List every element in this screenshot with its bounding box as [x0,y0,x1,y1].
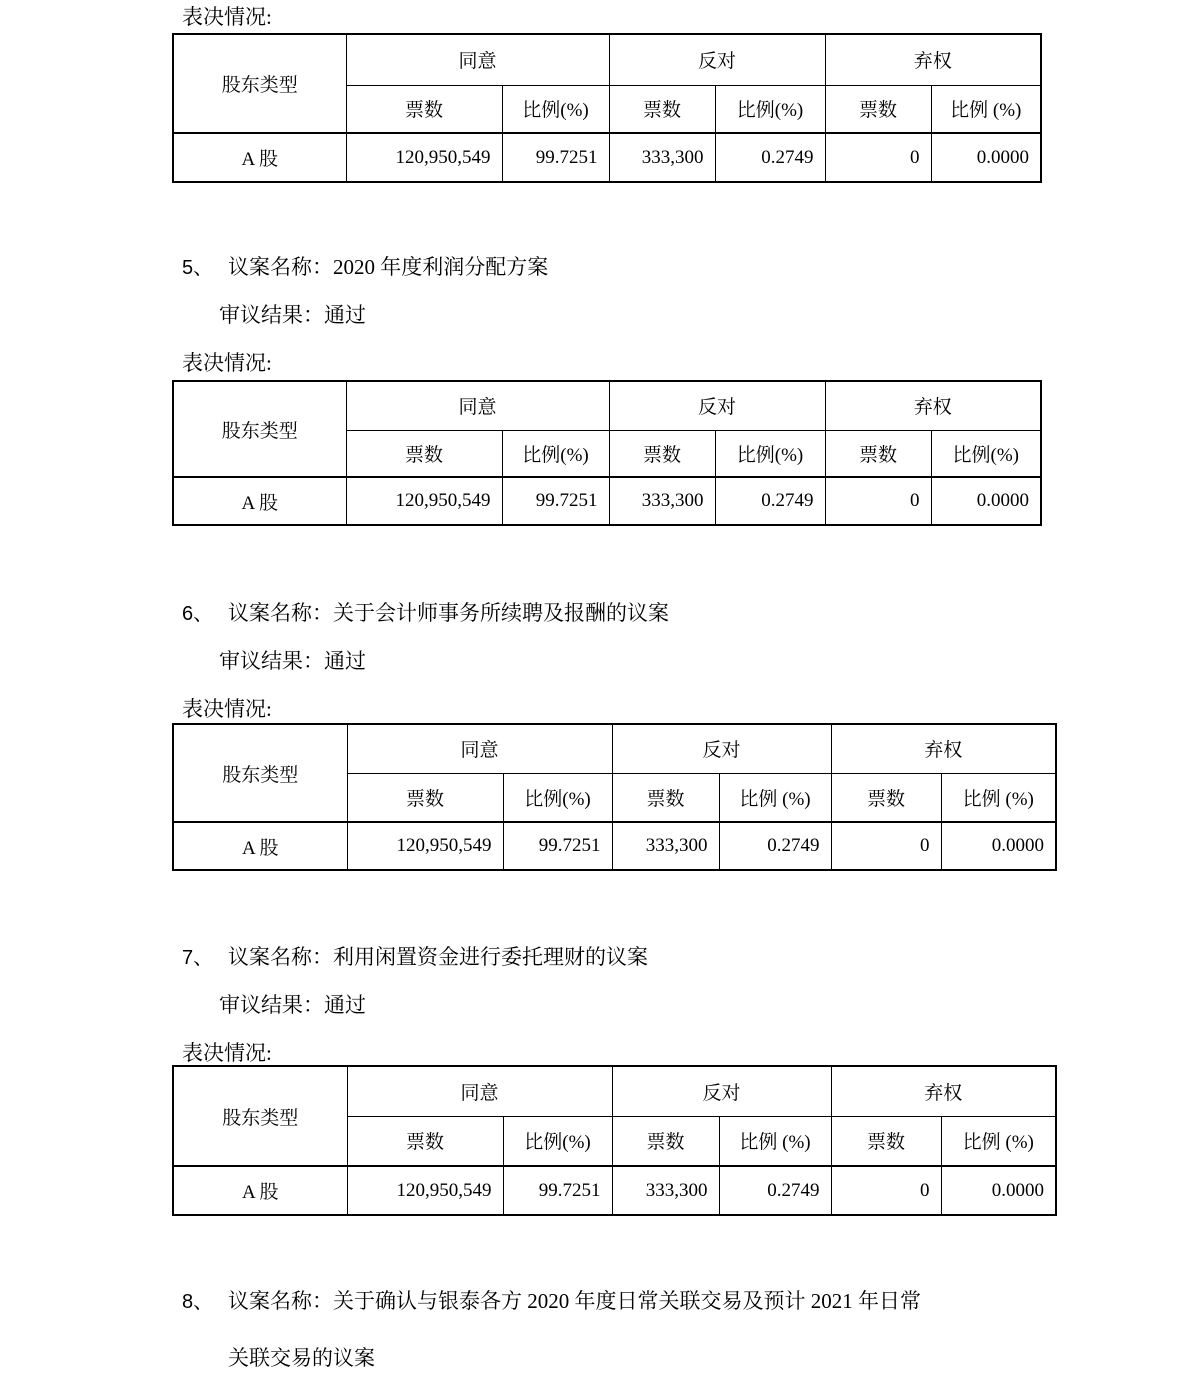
col-header-oppose: 反对 [609,381,825,430]
cell-oppose-votes: 333,300 [612,1166,719,1215]
sub-header-oppose-votes: 票数 [609,85,715,133]
cell-agree-votes: 120,950,549 [347,1166,503,1215]
voting-table-3 [172,723,1057,871]
cell-oppose-ratio: 0.2749 [715,477,825,525]
proposal-8-title-line1 [182,1288,921,1315]
cell-abstain-votes: 0 [831,822,941,870]
cell-agree-votes: 120,950,549 [346,477,502,525]
proposal-5-title [182,254,548,281]
sub-header-oppose-ratio: 比例 (%) [719,1116,831,1166]
sub-header-oppose-ratio: 比例(%) [715,85,825,133]
cell-oppose-votes: 333,300 [612,822,719,870]
cell-shareholder-type: A 股 [173,1166,347,1215]
sub-header-abstain-votes: 票数 [825,430,931,477]
proposal-7-title-text: 议案名称：利用闲置资金进行委托理财的议案 [228,945,648,969]
proposal-5-result: 审议结果：通过 [219,303,366,327]
sub-header-agree-votes: 票数 [346,85,502,133]
proposal-5-number: 5、 [182,257,214,279]
col-header-agree: 同意 [346,34,609,85]
sub-header-agree-votes: 票数 [347,773,503,822]
proposal-7-title [182,944,648,971]
col-header-oppose: 反对 [609,34,825,85]
cell-oppose-ratio: 0.2749 [719,822,831,870]
sub-header-abstain-votes: 票数 [831,773,941,822]
sub-header-abstain-ratio: 比例(%) [931,430,1041,477]
col-header-abstain: 弃权 [831,1066,1056,1116]
cell-oppose-ratio: 0.2749 [719,1166,831,1215]
cell-agree-ratio: 99.7251 [502,133,609,182]
cell-oppose-ratio: 0.2749 [715,133,825,182]
col-header-shareholder-type: 股东类型 [173,724,347,822]
proposal-8-title-text: 议案名称：关于确认与银泰各方 2020 年度日常关联交易及预计 2021 年日常 [228,1289,921,1313]
sub-header-agree-ratio: 比例(%) [503,1116,612,1166]
voting-table-4 [172,1065,1057,1216]
sub-header-abstain-ratio: 比例 (%) [941,1116,1056,1166]
col-header-oppose: 反对 [612,724,831,773]
cell-agree-ratio: 99.7251 [503,822,612,870]
proposal-8-number: 8、 [182,1291,214,1313]
sub-header-abstain-votes: 票数 [831,1116,941,1166]
sub-header-abstain-ratio: 比例 (%) [931,85,1041,133]
sub-header-agree-ratio: 比例(%) [502,85,609,133]
voting-status-label: 表决情况: [182,351,272,375]
col-header-abstain: 弃权 [825,34,1041,85]
cell-shareholder-type: A 股 [173,822,347,870]
col-header-abstain: 弃权 [831,724,1056,773]
proposal-5-title-text: 议案名称：2020 年度利润分配方案 [228,255,549,279]
sub-header-abstain-votes: 票数 [825,85,931,133]
proposal-7-result: 审议结果：通过 [219,993,366,1017]
proposal-8-title-line2: 关联交易的议案 [228,1346,375,1370]
sub-header-agree-votes: 票数 [347,1116,503,1166]
cell-abstain-ratio: 0.0000 [931,133,1041,182]
sub-header-oppose-votes: 票数 [609,430,715,477]
col-header-shareholder-type: 股东类型 [173,381,346,477]
cell-oppose-votes: 333,300 [609,133,715,182]
voting-table-1 [172,33,1042,183]
cell-agree-votes: 120,950,549 [346,133,502,182]
sub-header-abstain-ratio: 比例 (%) [941,773,1056,822]
cell-agree-ratio: 99.7251 [503,1166,612,1215]
cell-abstain-votes: 0 [825,477,931,525]
cell-agree-ratio: 99.7251 [502,477,609,525]
sub-header-oppose-votes: 票数 [612,1116,719,1166]
col-header-shareholder-type: 股东类型 [173,1066,347,1166]
cell-abstain-votes: 0 [825,133,931,182]
cell-abstain-ratio: 0.0000 [931,477,1041,525]
cell-shareholder-type: A 股 [173,133,346,182]
sub-header-agree-votes: 票数 [346,430,502,477]
proposal-6-title-text: 议案名称：关于会计师事务所续聘及报酬的议案 [228,601,669,625]
cell-abstain-ratio: 0.0000 [941,1166,1056,1215]
sub-header-agree-ratio: 比例(%) [503,773,612,822]
voting-status-label: 表决情况: [182,5,272,29]
sub-header-oppose-votes: 票数 [612,773,719,822]
cell-abstain-ratio: 0.0000 [941,822,1056,870]
cell-oppose-votes: 333,300 [609,477,715,525]
cell-abstain-votes: 0 [831,1166,941,1215]
col-header-agree: 同意 [346,381,609,430]
col-header-agree: 同意 [347,1066,612,1116]
proposal-6-title [182,600,669,627]
sub-header-oppose-ratio: 比例(%) [715,430,825,477]
cell-agree-votes: 120,950,549 [347,822,503,870]
sub-header-oppose-ratio: 比例 (%) [719,773,831,822]
proposal-6-result: 审议结果：通过 [219,649,366,673]
voting-table-2 [172,380,1042,526]
col-header-abstain: 弃权 [825,381,1041,430]
voting-status-label: 表决情况: [182,1041,272,1065]
sub-header-agree-ratio: 比例(%) [502,430,609,477]
col-header-agree: 同意 [347,724,612,773]
cell-shareholder-type: A 股 [173,477,346,525]
voting-status-label: 表决情况: [182,697,272,721]
col-header-oppose: 反对 [612,1066,831,1116]
proposal-6-number: 6、 [182,603,214,625]
proposal-7-number: 7、 [182,947,214,969]
col-header-shareholder-type: 股东类型 [173,34,346,133]
